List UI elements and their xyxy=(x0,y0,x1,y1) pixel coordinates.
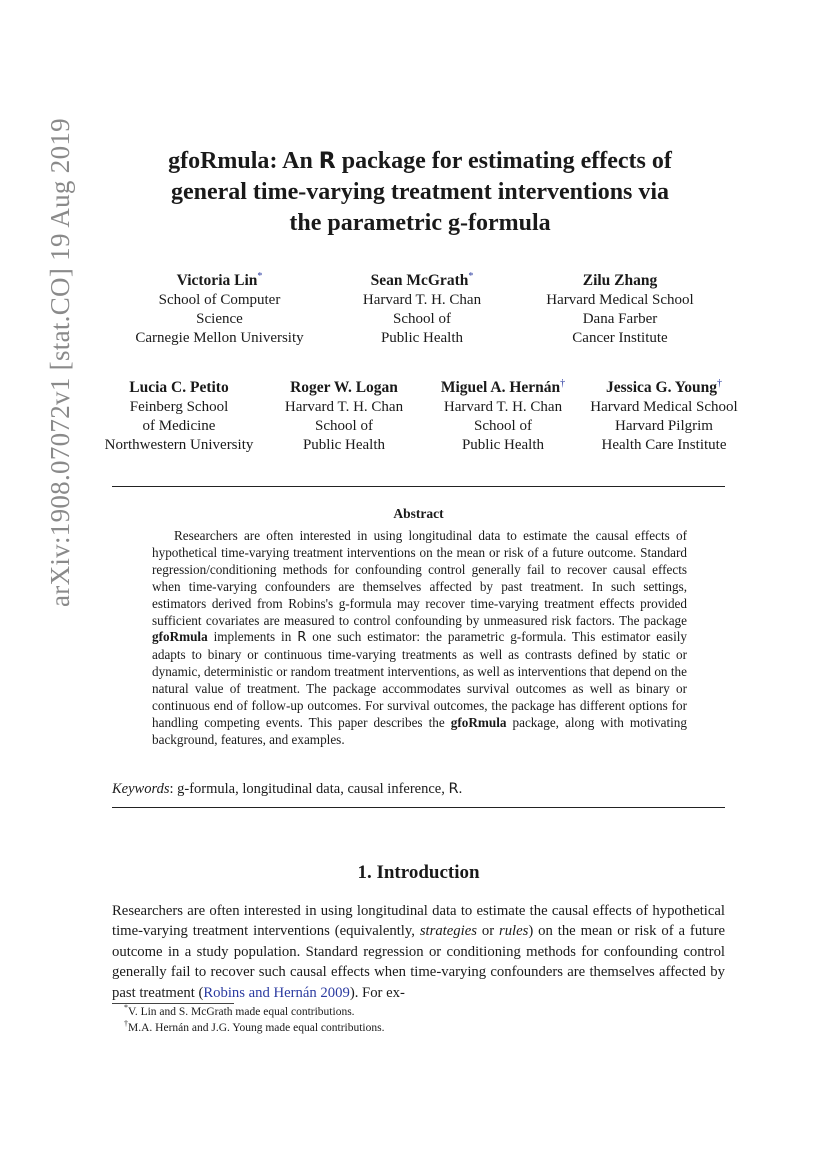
author-jessica-young: Jessica G. Young† Harvard Medical School Harvard Pilgrim Health Care Institute xyxy=(590,378,738,453)
section-heading-introduction: 1. Introduction xyxy=(357,862,480,883)
citation-link[interactable]: Robins and Hernán 2009 xyxy=(203,984,350,1001)
abstract-heading: Abstract xyxy=(393,506,444,521)
footnote-divider xyxy=(112,1003,234,1004)
title-package-name: gfoRmula xyxy=(168,148,270,174)
author-zilu-zhang: Zilu Zhang Harvard Medical School Dana Farber Cancer Institute xyxy=(546,272,694,346)
arxiv-identifier: arXiv:1908.07072v1 [stat.CO] 19 Aug 2019 xyxy=(45,118,75,607)
author-roger-logan: Roger W. Logan Harvard T. H. Chan School of Public Health xyxy=(284,379,404,453)
title-language: R xyxy=(318,149,336,174)
top-divider xyxy=(112,486,725,487)
paper-title: gfoRmula: An R package for estimating effects of general time-varying treatment interventions via the parametric g-formula xyxy=(168,148,672,236)
bottom-divider xyxy=(112,807,725,808)
footnote-1: *V. Lin and S. McGrath made equal contributions. xyxy=(124,1003,355,1018)
keywords: Keywords: g-formula, longitudinal data, causal inference, R. xyxy=(112,781,463,797)
author-miguel-hernan: Miguel A. Hernán† Harvard T. H. Chan School of Public Health xyxy=(440,378,566,453)
author-victoria-lin: Victoria Lin* School of Computer Science Carnegie Mellon University xyxy=(135,271,304,346)
author-sean-mcgrath: Sean McGrath* Harvard T. H. Chan School of Public Health xyxy=(362,271,482,346)
introduction-paragraph: Researchers are often interested in using longitudinal data to estimate the causal effects of hypothetical time-varying treatment interventions (equivalently, strategies or rules) on the mean or risk of a future outcome in a study population. Standard regression or conditioning methods for confounding control generally fail to recover such causal effects when time-varying confounders are themselves affected by past treatment (Robins and Hernán 2009). For ex- xyxy=(112,903,725,1001)
author-lucia-petito: Lucia C. Petito Feinberg School of Medicine Northwestern University xyxy=(104,379,254,453)
abstract-text: Researchers are often interested in using longitudinal data to estimate the causal effects of hypothetical time-varying treatment interventions on the mean or risk of a future outcome. Standard regression/conditioning methods for confounding control generally fail to recover causal effects when time-varying confounders are themselves affected by past treatment. In such settings, estimators derived from Robins's g-formula may recover time-varying treatment effects provided sufficient covariates are measured to control confounding by unmeasured risk factors. The package gfoRmula implements in R one such estimator: the parametric g-formula. This estimator easily adapts to binary or continuous time-varying treatments as well as contrasts defined by static or dynamic, deterministic or random treatment interventions, as well as interventions that depend on the natural value of treatment. The package accommodates survival outcomes as well as binary or continuous end of follow-up outcomes. For survival outcomes, the package has different options for handling competing events. This paper describes the gfoRmula package, along with motivating background, features, and examples. xyxy=(152,528,687,747)
arxiv-sidebar xyxy=(20,118,75,862)
footnote-2: †M.A. Hernán and J.G. Young made equal contributions. xyxy=(124,1019,385,1034)
